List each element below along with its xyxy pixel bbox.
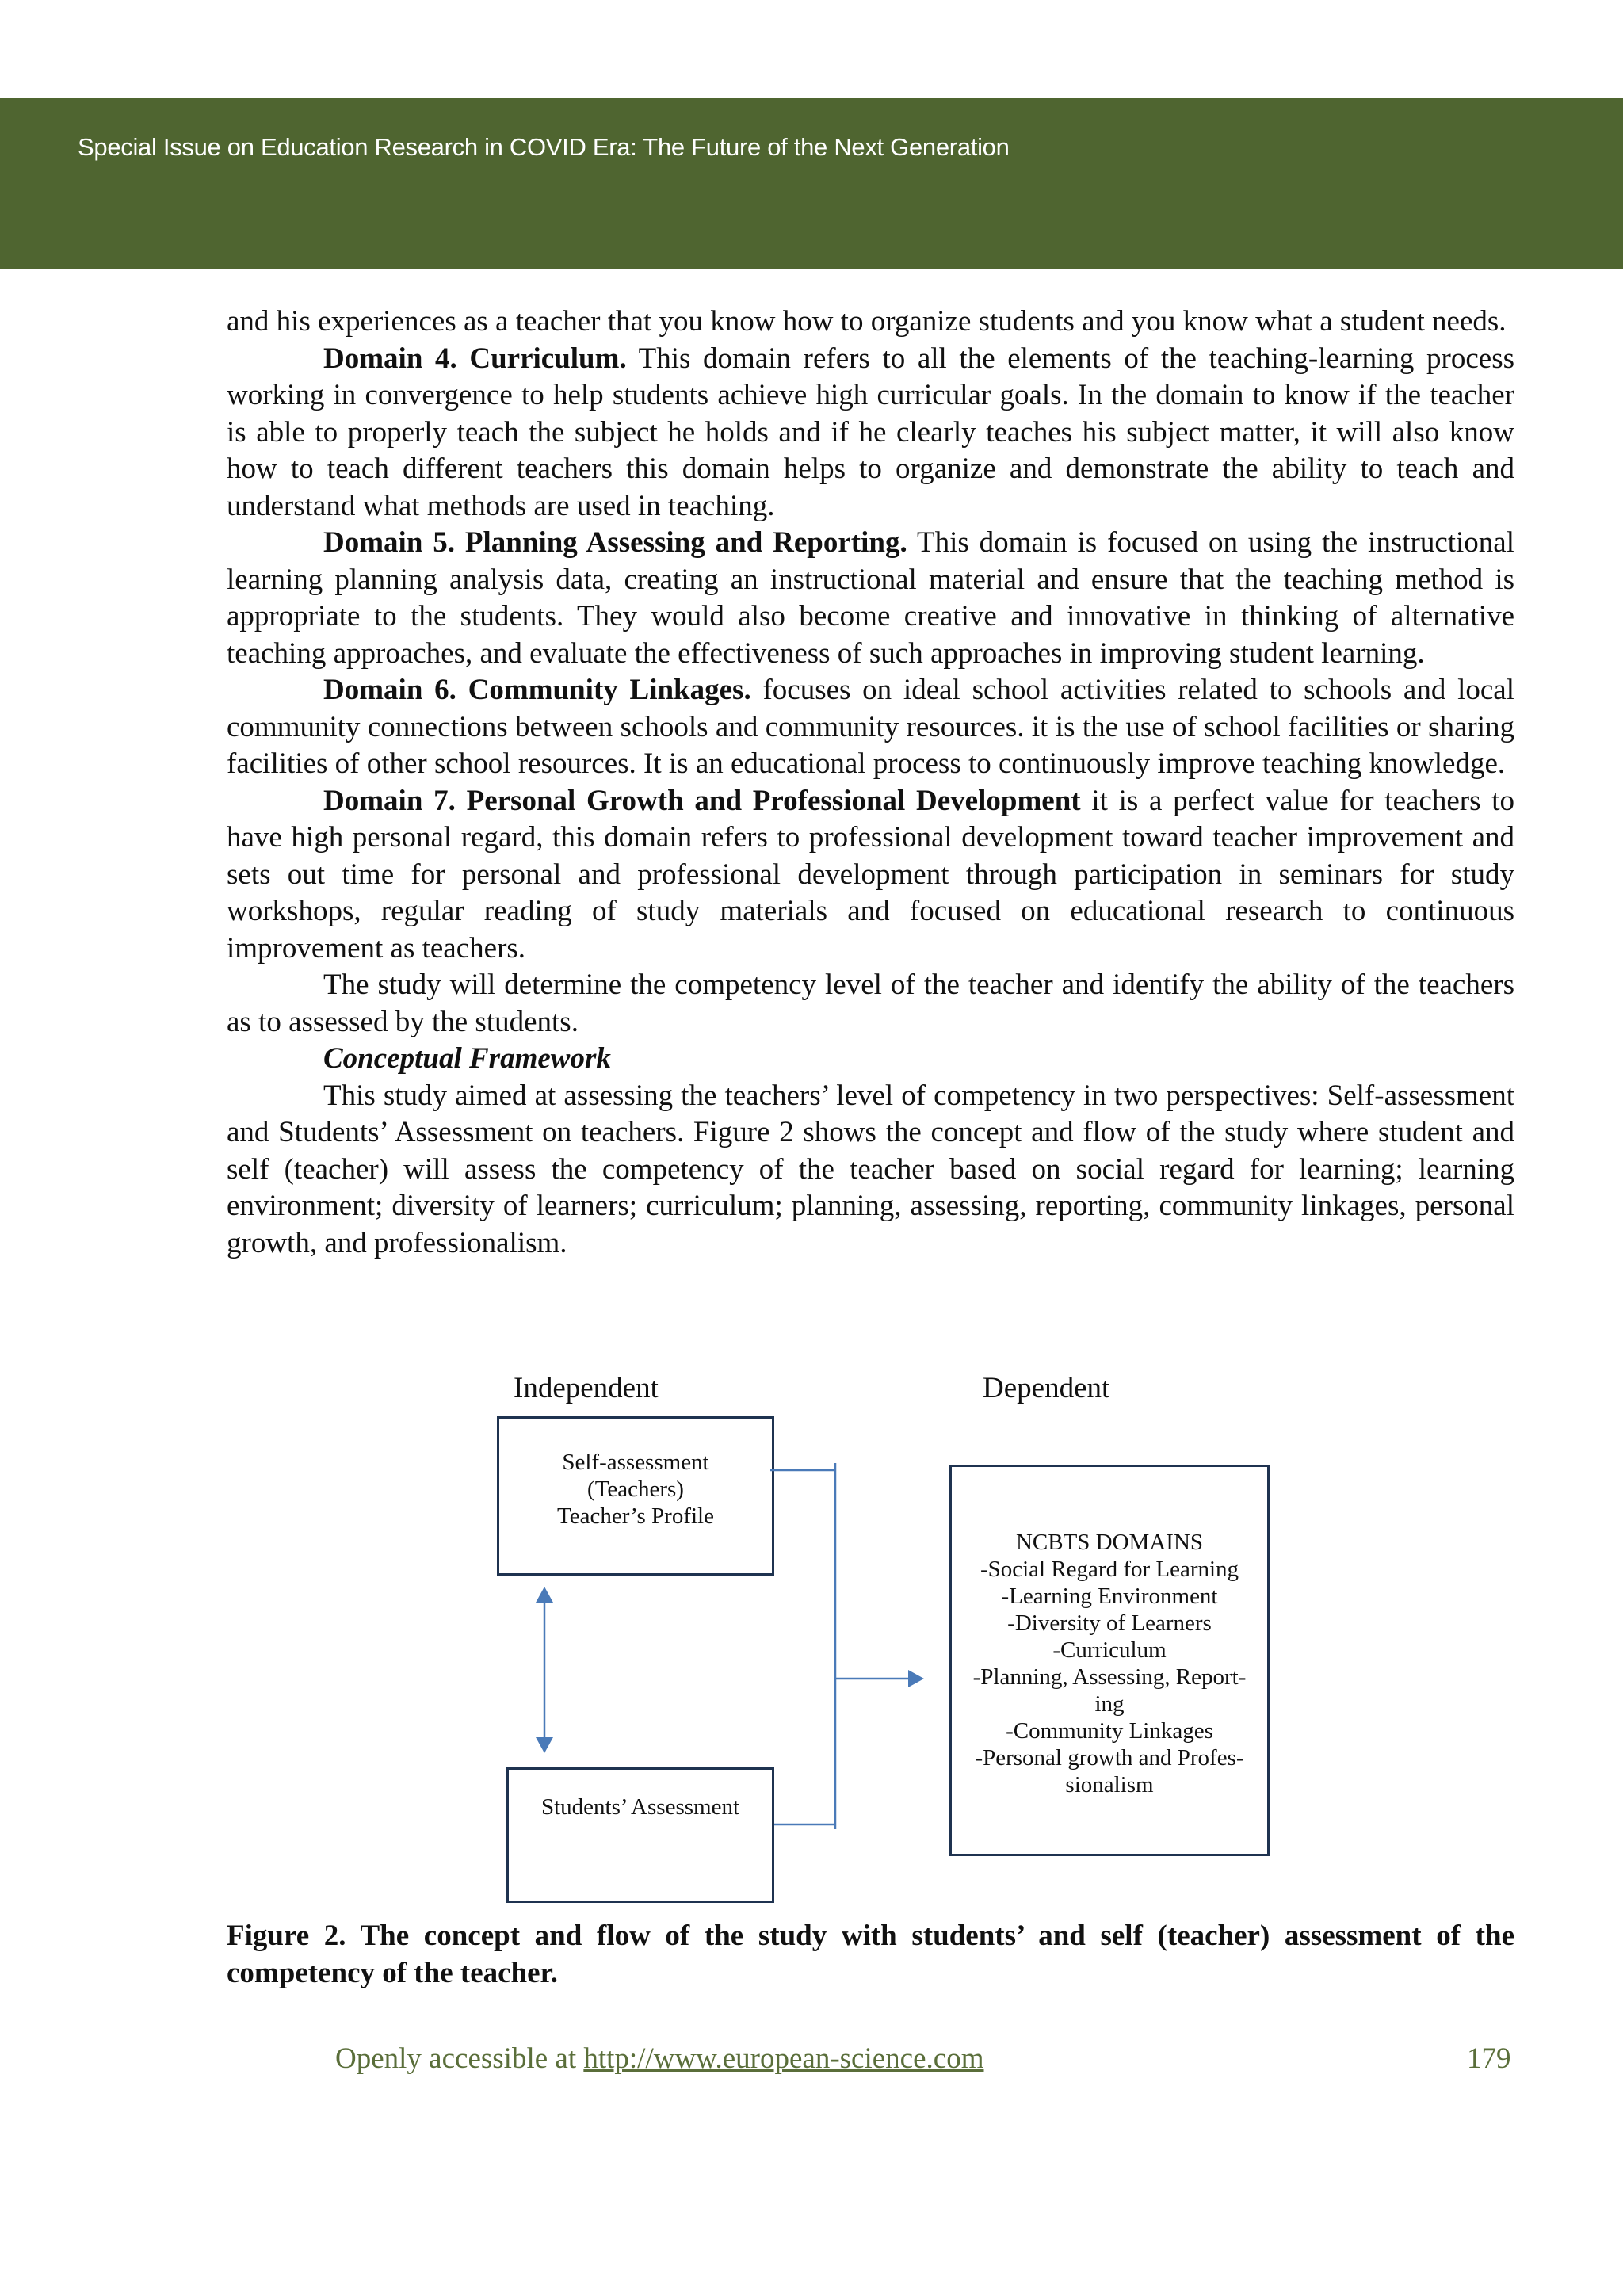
paragraph-study: The study will determine the competency level of the teacher and identify the ability of the teachers as to assessed by the students. <box>227 968 1514 1038</box>
journal-header-title: Special Issue on Education Research in COVID Era: The Future of the Next Generation <box>78 133 1010 161</box>
domain-7-text: it is a perfect value for teachers to have high personal regard, this domain refers to professional development toward teacher improvement and sets out time for personal and professional development through participation in seminars for study workshops, regular reading of study materials and focused on educational research to continuous improvement as teachers. <box>227 784 1514 965</box>
domain-5-text: This domain is focused on using the instructional learning planning analysis data, creating an instructional material and ensure that the teaching method is appropriate to the students. They would also become creative and innovative in thinking of alternative teaching approaches, and evaluate the effectiveness of such approaches in improving student learning. <box>227 526 1514 670</box>
ncbts-line: -Learning Environment <box>1001 1584 1218 1609</box>
self-box-line: Teacher’s Profile <box>557 1503 714 1529</box>
arrow-up-icon <box>536 1587 553 1603</box>
page-number: 179 <box>1467 2042 1511 2075</box>
ncbts-line: -Diversity of Learners <box>1007 1610 1212 1636</box>
section-heading-conceptual-framework: Conceptual Framework <box>323 1042 611 1075</box>
independent-label: Independent <box>514 1372 659 1404</box>
footer-link[interactable]: http://www.european-science.com <box>583 2042 984 2075</box>
paragraph-conceptual-framework: This study aimed at assessing the teachers’ level of competency in two perspectives: Self-assessment and Students’ Assessment on teachers. Figure 2 shows the concept and flow of the study where student and self (teacher) will assess the competency of the teacher based on social regard for learning; learning environment; diversity of learners; curriculum; planning, assessing, reporting, community linkages, personal growth, and professionalism. <box>227 1079 1514 1259</box>
domain-5-title: Domain 5. Planning Assessing and Reporting. <box>323 526 907 559</box>
ncbts-line: sionalism <box>1065 1772 1154 1797</box>
ncbts-line: -Personal growth and Profes- <box>975 1745 1244 1771</box>
ncbts-line: -Community Linkages <box>1006 1718 1213 1744</box>
arrow-right-icon <box>908 1670 924 1687</box>
self-box-line: Self-assessment <box>562 1450 709 1475</box>
paragraph-continued: and his experiences as a teacher that you know how to organize students and you know what a student needs. <box>227 305 1507 338</box>
self-box-line: (Teachers) <box>587 1477 684 1502</box>
footer-prefix: Openly accessible at <box>335 2042 584 2075</box>
domain-6-title: Domain 6. Community Linkages. <box>323 674 751 706</box>
domain-6-text: focuses on ideal school activities related to schools and local community connections between schools and community resources. it is the use of school facilities or sharing facilities of other school resources. It is an educational process to continuously improve teaching knowledge. <box>227 674 1514 780</box>
figure-caption: Figure 2. The concept and flow of the study with students’ and self (teacher) assessment of the competency of the teacher. <box>227 1920 1514 1989</box>
domain-7-title: Domain 7. Personal Growth and Professional Development <box>323 784 1081 817</box>
dependent-label: Dependent <box>983 1372 1110 1404</box>
arrow-down-icon <box>536 1737 553 1753</box>
domain-4-text: This domain refers to all the elements of the teaching-learning process working in convergence to help students achieve high curricular goals. In the domain to know if the teacher is able to properly teach the subject he holds and if he clearly teaches his subject matter, it will also know how to teach different teachers this domain helps to organize and demonstrate the ability to teach and understand what methods are used in teaching. <box>227 342 1514 522</box>
ncbts-line: ing <box>1094 1691 1125 1717</box>
students-box-label: Students’ Assessment <box>541 1794 739 1820</box>
domain-4-title: Domain 4. Curriculum. <box>323 342 627 375</box>
ncbts-line: -Curriculum <box>1052 1637 1167 1663</box>
ncbts-line: -Planning, Assessing, Report- <box>972 1664 1247 1690</box>
ncbts-line: -Social Regard for Learning <box>980 1557 1239 1582</box>
ncbts-line: NCBTS DOMAINS <box>1015 1530 1204 1555</box>
footer-access <box>335 2042 983 2076</box>
